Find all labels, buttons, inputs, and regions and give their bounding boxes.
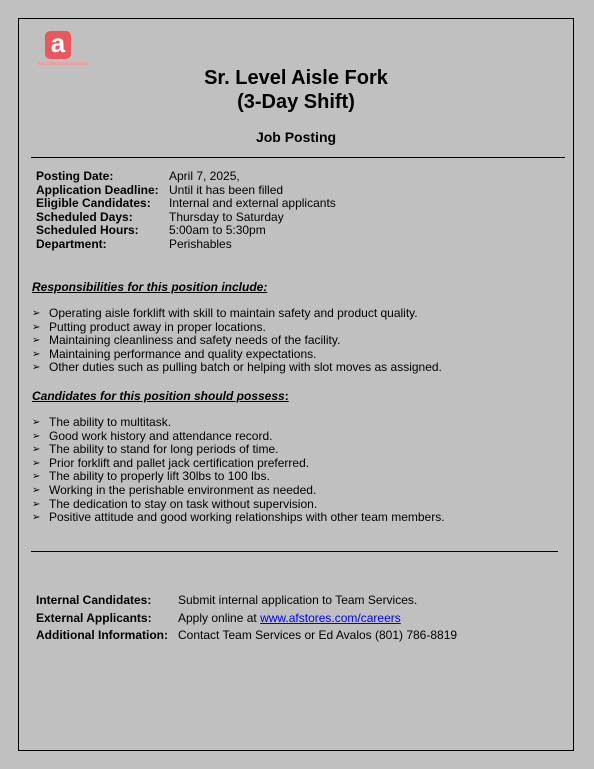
arrow-bullet-icon: ➢ [32, 430, 41, 442]
company-logo [38, 28, 88, 67]
detail-label: Application Deadline: [36, 182, 159, 197]
arrow-bullet-icon: ➢ [32, 362, 41, 374]
detail-value: 5:00am to 5:30pm [169, 223, 266, 238]
arrow-bullet-icon: ➢ [32, 348, 41, 360]
contact-value: Submit internal application to Team Services. [178, 593, 418, 607]
list-item: ➢ Operating aisle forklift with skill to maintain safety and product quality. [32, 306, 418, 320]
arrow-bullet-icon: ➢ [32, 417, 41, 428]
list-item: ➢ The ability to multitask. [32, 415, 172, 429]
candidates-heading: Candidates for this position should possess: [32, 389, 289, 403]
detail-value: Internal and external applicants [169, 196, 336, 211]
details-block [36, 170, 336, 252]
contact-block [36, 592, 457, 645]
detail-value: Until it has been filled [169, 182, 284, 197]
detail-row [36, 170, 336, 184]
contact-row-internal [36, 592, 457, 610]
list-item: ➢ Maintaining performance and quality expectations. [32, 346, 317, 361]
careers-link[interactable]: www.afstores.com/careers [260, 610, 401, 625]
detail-label: Department: [36, 236, 107, 251]
contact-row-additional [36, 627, 457, 645]
list-item: ➢ Maintaining cleanliness and safety needs of the facility. [32, 333, 341, 348]
detail-value: Perishables [169, 236, 232, 251]
list-item: ➢ Prior forklift and pallet jack certification preferred. [32, 455, 310, 470]
detail-row [36, 238, 336, 252]
contact-label: Internal Candidates: [36, 593, 152, 607]
arrow-bullet-icon: ➢ [32, 457, 41, 469]
contact-row-external [36, 610, 457, 628]
contact-label: Additional Information: [36, 628, 168, 642]
detail-row [36, 211, 336, 225]
list-item: ➢ Working in the perishable environment as needed. [32, 482, 317, 497]
arrow-bullet-icon: ➢ [32, 335, 41, 347]
job-posting-page [18, 18, 574, 751]
detail-label: Posting Date: [36, 169, 114, 183]
divider-top [31, 157, 565, 158]
detail-label: Eligible Candidates: [36, 196, 151, 211]
posting-subtitle: Job Posting [255, 129, 337, 145]
list-item: ➢ Good work history and attendance record. [32, 428, 273, 443]
contact-label: External Applicants: [36, 610, 152, 625]
list-item: ➢ Putting product away in proper locations. [32, 319, 266, 334]
arrow-bullet-icon: ➢ [32, 484, 41, 496]
detail-row [36, 224, 336, 238]
arrow-bullet-icon: ➢ [32, 498, 41, 510]
candidates-list [32, 416, 445, 525]
job-shift: (3-Day Shift) [237, 91, 355, 113]
responsibilities-heading: Responsibilities for this position include: [32, 280, 268, 294]
logo-caption [38, 62, 88, 65]
detail-label: Scheduled Hours: [36, 223, 139, 238]
list-item: ➢ Positive attitude and good working relationships with other team members. [32, 510, 445, 525]
job-title: Sr. Level Aisle Fork [204, 67, 388, 89]
logo-badge: a [45, 31, 71, 59]
arrow-bullet-icon: ➢ [32, 308, 41, 319]
divider-bottom [31, 551, 558, 552]
contact-value: Apply online at www.afstores.com/careers [178, 610, 401, 625]
list-item: ➢ The dedication to stay on task without supervision. [32, 496, 318, 511]
contact-value: Contact Team Services or Ed Avalos (801) 786-8819 [178, 628, 458, 642]
list-item: ➢ Other duties such as pulling batch or helping with slot moves as assigned. [32, 360, 442, 375]
arrow-bullet-icon: ➢ [32, 471, 41, 483]
detail-row [36, 184, 336, 198]
list-item: ➢ The ability to stand for long periods of time. [32, 442, 279, 457]
detail-value: Thursday to Saturday [169, 209, 284, 224]
detail-label: Scheduled Days: [36, 209, 133, 224]
detail-row [36, 197, 336, 211]
responsibilities-list [32, 307, 442, 375]
list-item: ➢ The ability to properly lift 30lbs to 100 lbs. [32, 469, 270, 484]
arrow-bullet-icon: ➢ [32, 512, 41, 524]
arrow-bullet-icon: ➢ [32, 321, 41, 333]
arrow-bullet-icon: ➢ [32, 444, 41, 456]
detail-value: April 7, 2025, [169, 169, 240, 183]
